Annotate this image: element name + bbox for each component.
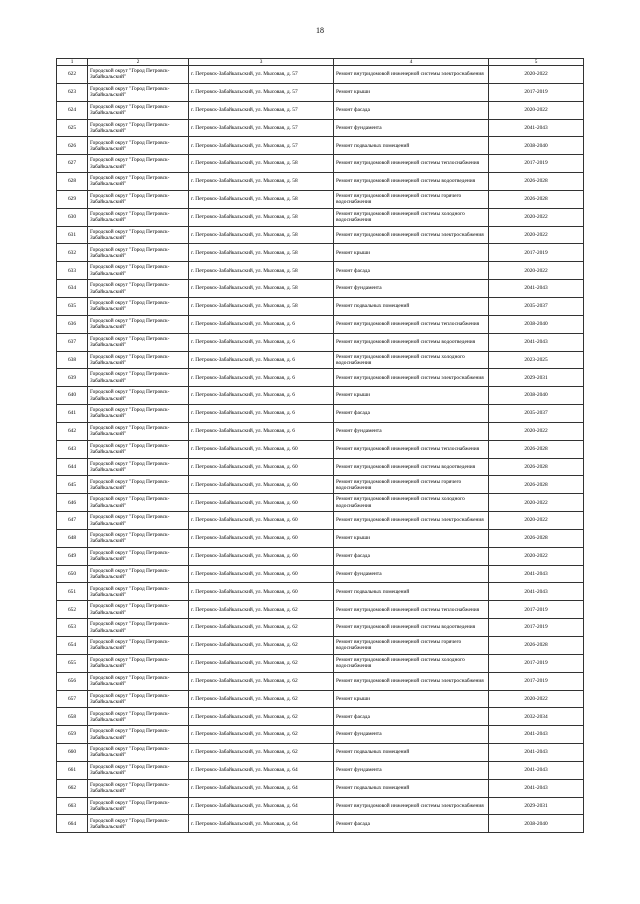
- work-type-cell: Ремонт фундамента: [334, 422, 489, 440]
- table-row: [57, 173, 584, 191]
- work-type-cell: Ремонт внутридомовой инженерной системы водоотведения: [334, 173, 489, 191]
- repair-schedule-table: [56, 58, 584, 833]
- table-row: [57, 244, 584, 262]
- period-cell: 2041-2043: [489, 280, 584, 298]
- row-number-cell: 654: [57, 637, 88, 655]
- table-row: [57, 119, 584, 137]
- municipality-cell: Городской округ "Город Петровск-Забайкальский": [88, 369, 189, 387]
- address-cell: г. Петровск-Забайкальский, ул. Мысовая, д. 57: [189, 119, 334, 137]
- period-cell: 2020-2022: [489, 66, 584, 84]
- address-cell: г. Петровск-Забайкальский, ул. Мысовая, д. 60: [189, 529, 334, 547]
- address-cell: г. Петровск-Забайкальский, ул. Мысовая, д. 60: [189, 476, 334, 494]
- column-header: 2: [88, 59, 189, 66]
- row-number-cell: 651: [57, 583, 88, 601]
- period-cell: 2020-2022: [489, 422, 584, 440]
- period-cell: 2038-2040: [489, 315, 584, 333]
- row-number-cell: 623: [57, 83, 88, 101]
- table-row: [57, 83, 584, 101]
- work-type-cell: Ремонт крыши: [334, 244, 489, 262]
- table-row: [57, 155, 584, 173]
- table-row: [57, 494, 584, 512]
- address-cell: г. Петровск-Забайкальский, ул. Мысовая, д. 60: [189, 458, 334, 476]
- row-number-cell: 638: [57, 351, 88, 369]
- period-cell: 2038-2040: [489, 815, 584, 833]
- row-number-cell: 622: [57, 66, 88, 84]
- municipality-cell: Городской округ "Город Петровск-Забайкальский": [88, 547, 189, 565]
- address-cell: г. Петровск-Забайкальский, ул. Мысовая, д. 6: [189, 333, 334, 351]
- table-row: [57, 208, 584, 226]
- period-cell: 2020-2022: [489, 494, 584, 512]
- row-number-cell: 660: [57, 744, 88, 762]
- row-number-cell: 646: [57, 494, 88, 512]
- period-cell: 2020-2022: [489, 101, 584, 119]
- row-number-cell: 650: [57, 565, 88, 583]
- period-cell: 2020-2022: [489, 547, 584, 565]
- municipality-cell: Городской округ "Город Петровск-Забайкальский": [88, 619, 189, 637]
- work-type-cell: Ремонт фасада: [334, 547, 489, 565]
- period-cell: 2017-2019: [489, 244, 584, 262]
- row-number-cell: 632: [57, 244, 88, 262]
- municipality-cell: Городской округ "Город Петровск-Забайкальский": [88, 494, 189, 512]
- municipality-cell: Городской округ "Город Петровск-Забайкальский": [88, 405, 189, 423]
- table-row: [57, 654, 584, 672]
- table-row: [57, 726, 584, 744]
- period-cell: 2029-2031: [489, 797, 584, 815]
- address-cell: г. Петровск-Забайкальский, ул. Мысовая, д. 60: [189, 440, 334, 458]
- work-type-cell: Ремонт внутридомовой инженерной системы горячего водоснабжения: [334, 476, 489, 494]
- row-number-cell: 627: [57, 155, 88, 173]
- table-row: [57, 351, 584, 369]
- work-type-cell: Ремонт внутридомовой инженерной системы электроснабжения: [334, 672, 489, 690]
- row-number-cell: 642: [57, 422, 88, 440]
- period-cell: 2029-2031: [489, 369, 584, 387]
- table-row: [57, 333, 584, 351]
- table-row: [57, 708, 584, 726]
- work-type-cell: Ремонт фасада: [334, 815, 489, 833]
- period-cell: 2017-2019: [489, 619, 584, 637]
- address-cell: г. Петровск-Забайкальский, ул. Мысовая, д. 64: [189, 761, 334, 779]
- address-cell: г. Петровск-Забайкальский, ул. Мысовая, д. 62: [189, 744, 334, 762]
- municipality-cell: Городской округ "Город Петровск-Забайкальский": [88, 351, 189, 369]
- table-row: [57, 387, 584, 405]
- table-row: [57, 547, 584, 565]
- work-type-cell: Ремонт внутридомовой инженерной системы электроснабжения: [334, 226, 489, 244]
- municipality-cell: Городской округ "Город Петровск-Забайкальский": [88, 690, 189, 708]
- municipality-cell: Городской округ "Город Петровск-Забайкальский": [88, 565, 189, 583]
- row-number-cell: 636: [57, 315, 88, 333]
- table-row: [57, 744, 584, 762]
- address-cell: г. Петровск-Забайкальский, ул. Мысовая, д. 62: [189, 601, 334, 619]
- municipality-cell: Городской округ "Город Петровск-Забайкальский": [88, 66, 189, 84]
- period-cell: 2026-2028: [489, 440, 584, 458]
- row-number-cell: 659: [57, 726, 88, 744]
- municipality-cell: Городской округ "Город Петровск-Забайкальский": [88, 387, 189, 405]
- row-number-cell: 653: [57, 619, 88, 637]
- address-cell: г. Петровск-Забайкальский, ул. Мысовая, д. 6: [189, 422, 334, 440]
- address-cell: г. Петровск-Забайкальский, ул. Мысовая, д. 58: [189, 244, 334, 262]
- work-type-cell: Ремонт фасада: [334, 405, 489, 423]
- work-type-cell: Ремонт крыши: [334, 529, 489, 547]
- work-type-cell: Ремонт внутридомовой инженерной системы холодного водоснабжения: [334, 208, 489, 226]
- address-cell: г. Петровск-Забайкальский, ул. Мысовая, д. 62: [189, 672, 334, 690]
- row-number-cell: 626: [57, 137, 88, 155]
- address-cell: г. Петровск-Забайкальский, ул. Мысовая, д. 58: [189, 173, 334, 191]
- municipality-cell: Городской округ "Город Петровск-Забайкальский": [88, 440, 189, 458]
- municipality-cell: Городской округ "Город Петровск-Забайкальский": [88, 315, 189, 333]
- row-number-cell: 634: [57, 280, 88, 298]
- period-cell: 2041-2043: [489, 583, 584, 601]
- work-type-cell: Ремонт фундамента: [334, 761, 489, 779]
- municipality-cell: Городской округ "Город Петровск-Забайкальский": [88, 173, 189, 191]
- row-number-cell: 652: [57, 601, 88, 619]
- work-type-cell: Ремонт крыши: [334, 690, 489, 708]
- period-cell: 2026-2028: [489, 529, 584, 547]
- period-cell: 2017-2019: [489, 155, 584, 173]
- table-row: [57, 583, 584, 601]
- row-number-cell: 657: [57, 690, 88, 708]
- work-type-cell: Ремонт внутридомовой инженерной системы электроснабжения: [334, 797, 489, 815]
- row-number-cell: 629: [57, 190, 88, 208]
- work-type-cell: Ремонт фундамента: [334, 726, 489, 744]
- period-cell: 2035-2037: [489, 405, 584, 423]
- municipality-cell: Городской округ "Город Петровск-Забайкальский": [88, 226, 189, 244]
- municipality-cell: Городской округ "Город Петровск-Забайкальский": [88, 476, 189, 494]
- period-cell: 2020-2022: [489, 226, 584, 244]
- address-cell: г. Петровск-Забайкальский, ул. Мысовая, д. 6: [189, 387, 334, 405]
- period-cell: 2017-2019: [489, 654, 584, 672]
- work-type-cell: Ремонт подвальных помещений: [334, 779, 489, 797]
- period-cell: 2017-2019: [489, 601, 584, 619]
- address-cell: г. Петровск-Забайкальский, ул. Мысовая, д. 58: [189, 262, 334, 280]
- municipality-cell: Городской округ "Город Петровск-Забайкальский": [88, 83, 189, 101]
- address-cell: г. Петровск-Забайкальский, ул. Мысовая, д. 62: [189, 726, 334, 744]
- column-header: 1: [57, 59, 88, 66]
- address-cell: г. Петровск-Забайкальский, ул. Мысовая, д. 62: [189, 708, 334, 726]
- work-type-cell: Ремонт фундамента: [334, 119, 489, 137]
- row-number-cell: 637: [57, 333, 88, 351]
- work-type-cell: Ремонт внутридомовой инженерной системы водоотведения: [334, 333, 489, 351]
- row-number-cell: 643: [57, 440, 88, 458]
- table-row: [57, 440, 584, 458]
- work-type-cell: Ремонт внутридомовой инженерной системы горячего водоснабжения: [334, 637, 489, 655]
- column-header: 5: [489, 59, 584, 66]
- municipality-cell: Городской округ "Город Петровск-Забайкальский": [88, 280, 189, 298]
- row-number-cell: 633: [57, 262, 88, 280]
- address-cell: г. Петровск-Забайкальский, ул. Мысовая, д. 58: [189, 190, 334, 208]
- table-row: [57, 226, 584, 244]
- work-type-cell: Ремонт внутридомовой инженерной системы холодного водоснабжения: [334, 654, 489, 672]
- municipality-cell: Городской округ "Город Петровск-Забайкальский": [88, 708, 189, 726]
- address-cell: г. Петровск-Забайкальский, ул. Мысовая, д. 60: [189, 583, 334, 601]
- address-cell: г. Петровск-Забайкальский, ул. Мысовая, д. 58: [189, 297, 334, 315]
- period-cell: 2020-2022: [489, 512, 584, 530]
- municipality-cell: Городской округ "Город Петровск-Забайкальский": [88, 529, 189, 547]
- address-cell: г. Петровск-Забайкальский, ул. Мысовая, д. 62: [189, 690, 334, 708]
- row-number-cell: 644: [57, 458, 88, 476]
- table-row: [57, 476, 584, 494]
- period-cell: 2026-2028: [489, 173, 584, 191]
- table-row: [57, 422, 584, 440]
- address-cell: г. Петровск-Забайкальский, ул. Мысовая, д. 6: [189, 405, 334, 423]
- period-cell: 2017-2019: [489, 672, 584, 690]
- municipality-cell: Городской округ "Город Петровск-Забайкальский": [88, 119, 189, 137]
- column-header: 3: [189, 59, 334, 66]
- address-cell: г. Петровск-Забайкальский, ул. Мысовая, д. 6: [189, 315, 334, 333]
- table-row: [57, 190, 584, 208]
- row-number-cell: 628: [57, 173, 88, 191]
- municipality-cell: Городской округ "Город Петровск-Забайкальский": [88, 761, 189, 779]
- table-row: [57, 797, 584, 815]
- work-type-cell: Ремонт внутридомовой инженерной системы водоотведения: [334, 458, 489, 476]
- address-cell: г. Петровск-Забайкальский, ул. Мысовая, д. 6: [189, 351, 334, 369]
- table-row: [57, 619, 584, 637]
- period-cell: 2038-2040: [489, 137, 584, 155]
- period-cell: 2026-2028: [489, 476, 584, 494]
- address-cell: г. Петровск-Забайкальский, ул. Мысовая, д. 64: [189, 815, 334, 833]
- work-type-cell: Ремонт внутридомовой инженерной системы холодного водоснабжения: [334, 494, 489, 512]
- address-cell: г. Петровск-Забайкальский, ул. Мысовая, д. 57: [189, 66, 334, 84]
- municipality-cell: Городской округ "Город Петровск-Забайкальский": [88, 190, 189, 208]
- table-row: [57, 369, 584, 387]
- work-type-cell: Ремонт крыши: [334, 387, 489, 405]
- period-cell: 2041-2043: [489, 565, 584, 583]
- work-type-cell: Ремонт внутридомовой инженерной системы теплоснабжения: [334, 155, 489, 173]
- row-number-cell: 664: [57, 815, 88, 833]
- table-row: [57, 637, 584, 655]
- table-row: [57, 529, 584, 547]
- address-cell: г. Петровск-Забайкальский, ул. Мысовая, д. 60: [189, 494, 334, 512]
- table-row: [57, 101, 584, 119]
- row-number-cell: 661: [57, 761, 88, 779]
- municipality-cell: Городской округ "Город Петровск-Забайкальский": [88, 583, 189, 601]
- period-cell: 2038-2040: [489, 387, 584, 405]
- municipality-cell: Городской округ "Город Петровск-Забайкальский": [88, 512, 189, 530]
- table-header-row: [57, 59, 584, 66]
- table-row: [57, 761, 584, 779]
- work-type-cell: Ремонт внутридомовой инженерной системы электроснабжения: [334, 512, 489, 530]
- row-number-cell: 635: [57, 297, 88, 315]
- address-cell: г. Петровск-Забайкальский, ул. Мысовая, д. 60: [189, 547, 334, 565]
- municipality-cell: Городской округ "Город Петровск-Забайкальский": [88, 101, 189, 119]
- page-number: 18: [316, 26, 324, 35]
- address-cell: г. Петровск-Забайкальский, ул. Мысовая, д. 62: [189, 619, 334, 637]
- work-type-cell: Ремонт внутридомовой инженерной системы холодного водоснабжения: [334, 351, 489, 369]
- row-number-cell: 625: [57, 119, 88, 137]
- work-type-cell: Ремонт подвальных помещений: [334, 583, 489, 601]
- work-type-cell: Ремонт подвальных помещений: [334, 744, 489, 762]
- work-type-cell: Ремонт фасада: [334, 708, 489, 726]
- table-row: [57, 565, 584, 583]
- period-cell: 2026-2028: [489, 458, 584, 476]
- municipality-cell: Городской округ "Город Петровск-Забайкальский": [88, 637, 189, 655]
- work-type-cell: Ремонт внутридомовой инженерной системы теплоснабжения: [334, 315, 489, 333]
- municipality-cell: Городской округ "Город Петровск-Забайкальский": [88, 262, 189, 280]
- table-row: [57, 280, 584, 298]
- row-number-cell: 647: [57, 512, 88, 530]
- address-cell: г. Петровск-Забайкальский, ул. Мысовая, д. 60: [189, 512, 334, 530]
- municipality-cell: Городской округ "Город Петровск-Забайкальский": [88, 672, 189, 690]
- municipality-cell: Городской округ "Город Петровск-Забайкальский": [88, 601, 189, 619]
- municipality-cell: Городской округ "Город Петровск-Забайкальский": [88, 155, 189, 173]
- row-number-cell: 645: [57, 476, 88, 494]
- table-row: [57, 405, 584, 423]
- municipality-cell: Городской округ "Город Петровск-Забайкальский": [88, 654, 189, 672]
- municipality-cell: Городской округ "Город Петровск-Забайкальский": [88, 797, 189, 815]
- row-number-cell: 631: [57, 226, 88, 244]
- work-type-cell: Ремонт фундамента: [334, 565, 489, 583]
- period-cell: 2032-2034: [489, 708, 584, 726]
- row-number-cell: 655: [57, 654, 88, 672]
- municipality-cell: Городской округ "Город Петровск-Забайкальский": [88, 244, 189, 262]
- work-type-cell: Ремонт внутридомовой инженерной системы горячего водоснабжения: [334, 190, 489, 208]
- work-type-cell: Ремонт внутридомовой инженерной системы водоотведения: [334, 619, 489, 637]
- row-number-cell: 658: [57, 708, 88, 726]
- address-cell: г. Петровск-Забайкальский, ул. Мысовая, д. 62: [189, 654, 334, 672]
- work-type-cell: Ремонт подвальных помещений: [334, 297, 489, 315]
- address-cell: г. Петровск-Забайкальский, ул. Мысовая, д. 58: [189, 226, 334, 244]
- period-cell: 2020-2022: [489, 208, 584, 226]
- table-row: [57, 262, 584, 280]
- table-row: [57, 815, 584, 833]
- work-type-cell: Ремонт крыши: [334, 83, 489, 101]
- work-type-cell: Ремонт фасада: [334, 101, 489, 119]
- period-cell: 2041-2043: [489, 119, 584, 137]
- period-cell: 2026-2028: [489, 637, 584, 655]
- address-cell: г. Петровск-Забайкальский, ул. Мысовая, д. 58: [189, 155, 334, 173]
- municipality-cell: Городской округ "Город Петровск-Забайкальский": [88, 208, 189, 226]
- row-number-cell: 640: [57, 387, 88, 405]
- row-number-cell: 624: [57, 101, 88, 119]
- work-type-cell: Ремонт внутридомовой инженерной системы электроснабжения: [334, 66, 489, 84]
- period-cell: 2026-2028: [489, 190, 584, 208]
- table-row: [57, 297, 584, 315]
- address-cell: г. Петровск-Забайкальский, ул. Мысовая, д. 57: [189, 137, 334, 155]
- work-type-cell: Ремонт подвальных помещений: [334, 137, 489, 155]
- address-cell: г. Петровск-Забайкальский, ул. Мысовая, д. 58: [189, 280, 334, 298]
- period-cell: 2041-2043: [489, 726, 584, 744]
- table-row: [57, 137, 584, 155]
- period-cell: 2020-2022: [489, 690, 584, 708]
- row-number-cell: 641: [57, 405, 88, 423]
- address-cell: г. Петровск-Забайкальский, ул. Мысовая, д. 58: [189, 208, 334, 226]
- address-cell: г. Петровск-Забайкальский, ул. Мысовая, д. 62: [189, 637, 334, 655]
- work-type-cell: Ремонт фасада: [334, 262, 489, 280]
- table-row: [57, 66, 584, 84]
- table-row: [57, 779, 584, 797]
- period-cell: 2041-2043: [489, 761, 584, 779]
- table-row: [57, 458, 584, 476]
- period-cell: 2041-2043: [489, 744, 584, 762]
- municipality-cell: Городской округ "Город Петровск-Забайкальский": [88, 333, 189, 351]
- municipality-cell: Городской округ "Город Петровск-Забайкальский": [88, 815, 189, 833]
- table-row: [57, 601, 584, 619]
- row-number-cell: 663: [57, 797, 88, 815]
- row-number-cell: 630: [57, 208, 88, 226]
- column-header: 4: [334, 59, 489, 66]
- row-number-cell: 656: [57, 672, 88, 690]
- work-type-cell: Ремонт внутридомовой инженерной системы теплоснабжения: [334, 440, 489, 458]
- table-row: [57, 315, 584, 333]
- municipality-cell: Городской округ "Город Петровск-Забайкальский": [88, 297, 189, 315]
- table-row: [57, 512, 584, 530]
- address-cell: г. Петровск-Забайкальский, ул. Мысовая, д. 64: [189, 779, 334, 797]
- row-number-cell: 649: [57, 547, 88, 565]
- work-type-cell: Ремонт внутридомовой инженерной системы теплоснабжения: [334, 601, 489, 619]
- period-cell: 2023-2025: [489, 351, 584, 369]
- municipality-cell: Городской округ "Город Петровск-Забайкальский": [88, 744, 189, 762]
- row-number-cell: 639: [57, 369, 88, 387]
- row-number-cell: 662: [57, 779, 88, 797]
- period-cell: 2041-2043: [489, 779, 584, 797]
- period-cell: 2035-2037: [489, 297, 584, 315]
- address-cell: г. Петровск-Забайкальский, ул. Мысовая, д. 57: [189, 101, 334, 119]
- period-cell: 2020-2022: [489, 262, 584, 280]
- work-type-cell: Ремонт внутридомовой инженерной системы электроснабжения: [334, 369, 489, 387]
- municipality-cell: Городской округ "Город Петровск-Забайкальский": [88, 458, 189, 476]
- address-cell: г. Петровск-Забайкальский, ул. Мысовая, д. 57: [189, 83, 334, 101]
- municipality-cell: Городской округ "Город Петровск-Забайкальский": [88, 779, 189, 797]
- address-cell: г. Петровск-Забайкальский, ул. Мысовая, д. 6: [189, 369, 334, 387]
- municipality-cell: Городской округ "Город Петровск-Забайкальский": [88, 422, 189, 440]
- row-number-cell: 648: [57, 529, 88, 547]
- municipality-cell: Городской округ "Город Петровск-Забайкальский": [88, 726, 189, 744]
- address-cell: г. Петровск-Забайкальский, ул. Мысовая, д. 64: [189, 797, 334, 815]
- table-row: [57, 690, 584, 708]
- period-cell: 2041-2043: [489, 333, 584, 351]
- work-type-cell: Ремонт фундамента: [334, 280, 489, 298]
- table-row: [57, 672, 584, 690]
- municipality-cell: Городской округ "Город Петровск-Забайкальский": [88, 137, 189, 155]
- address-cell: г. Петровск-Забайкальский, ул. Мысовая, д. 60: [189, 565, 334, 583]
- period-cell: 2017-2019: [489, 83, 584, 101]
